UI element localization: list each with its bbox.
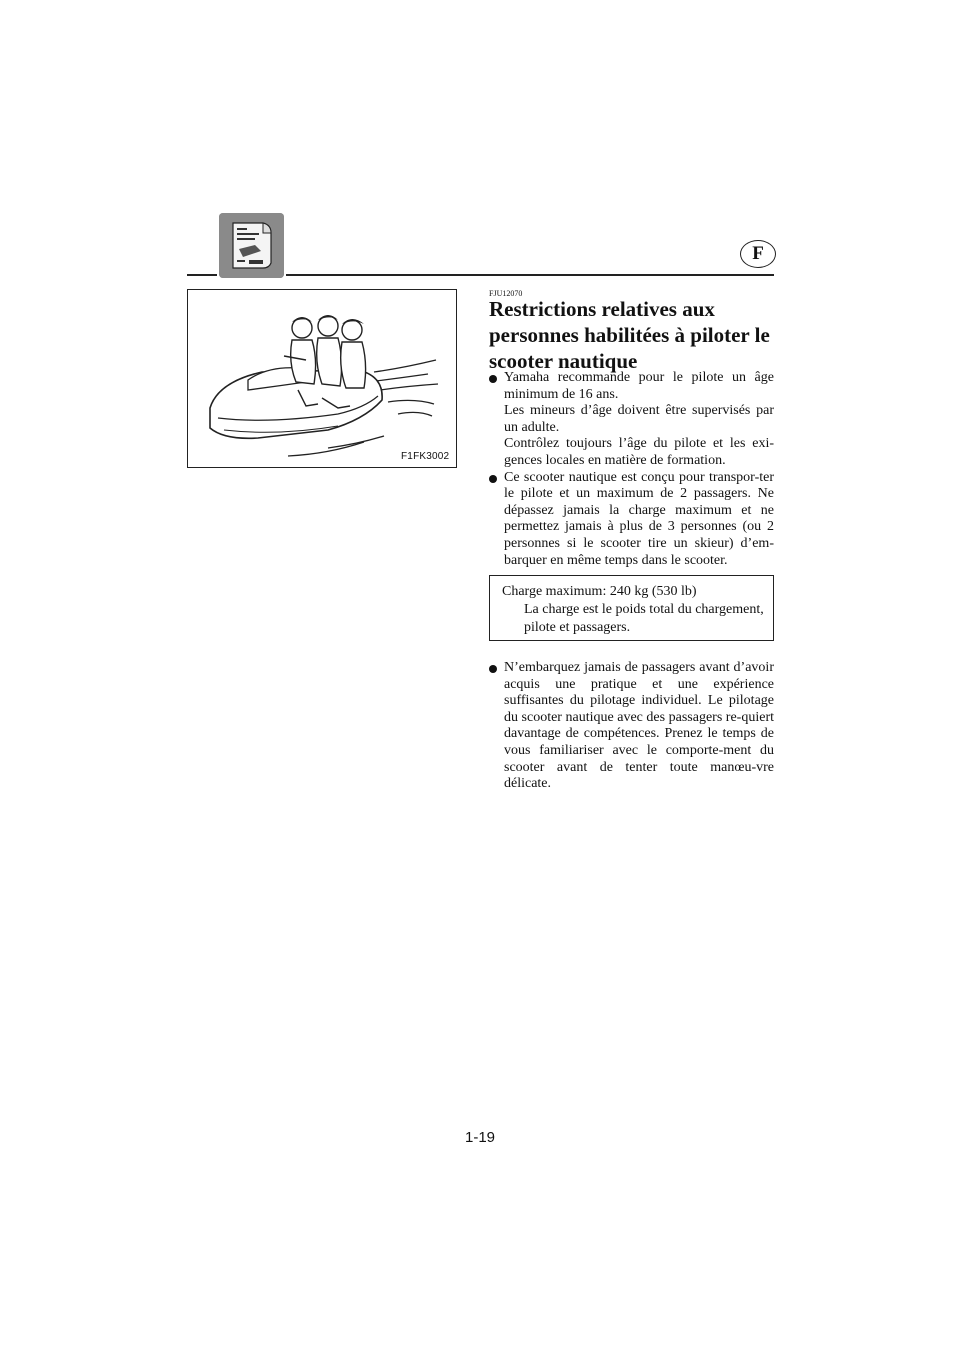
paragraph: N’embarquez jamais de passagers avant d’avoir acquis une pratique et une expérience suffisantes du pilotage individuel. Le pilotage du scooter nautique avec des passagers re-quiert davantage de compétences. Prenez le temps de vous familiariser avec le comporte-ment du scooter avant de tenter toute manœu-vre délicate. (504, 660, 774, 792)
language-badge: F (740, 240, 776, 268)
section-title: Restrictions relatives aux personnes habilitées à piloter le scooter nautique (489, 297, 770, 373)
bullet-icon (489, 665, 497, 673)
figure-id: F1FK3002 (401, 451, 450, 462)
page-number: 1-19 (464, 1129, 496, 1146)
list-item (489, 660, 774, 793)
list-item (489, 470, 774, 570)
bullet-icon (489, 375, 497, 383)
paragraph: Contrôlez toujours l’âge du pilote et les exi-gences locales en matière de formation. (504, 436, 774, 468)
bullet-list-bottom (489, 660, 774, 793)
owner-manual-icon (219, 213, 284, 278)
section-code: FJU12070 (489, 289, 523, 298)
max-load-value: Charge maximum: 240 kg (530 lb) (502, 584, 697, 599)
paragraph: Les mineurs d’âge doivent être supervisés par un adulte. (504, 403, 774, 435)
bullet-icon (489, 475, 497, 483)
personal-watercraft-three-riders-illustration (188, 290, 456, 467)
paragraph: Ce scooter nautique est conçu pour transpor-ter le pilote et un maximum de 2 passagers. Ne dépassez jamais la charge maximum et ne permettez jamais à plus de 3 personnes (ou 2 personnes si le scooter tire un skieur) d’em-barquer en même temps dans le scooter. (504, 469, 774, 568)
watercraft-illustration (187, 289, 457, 468)
header-rule-right (286, 274, 774, 276)
max-load-box (489, 575, 774, 641)
header-rule-left (187, 274, 217, 276)
max-load-note: La charge est le poids total du chargement, pilote et passagers. (524, 602, 764, 635)
bullet-list-top (489, 370, 774, 569)
paragraph: Yamaha recommande pour le pilote un âge minimum de 16 ans. (504, 370, 774, 402)
list-item (489, 370, 774, 470)
